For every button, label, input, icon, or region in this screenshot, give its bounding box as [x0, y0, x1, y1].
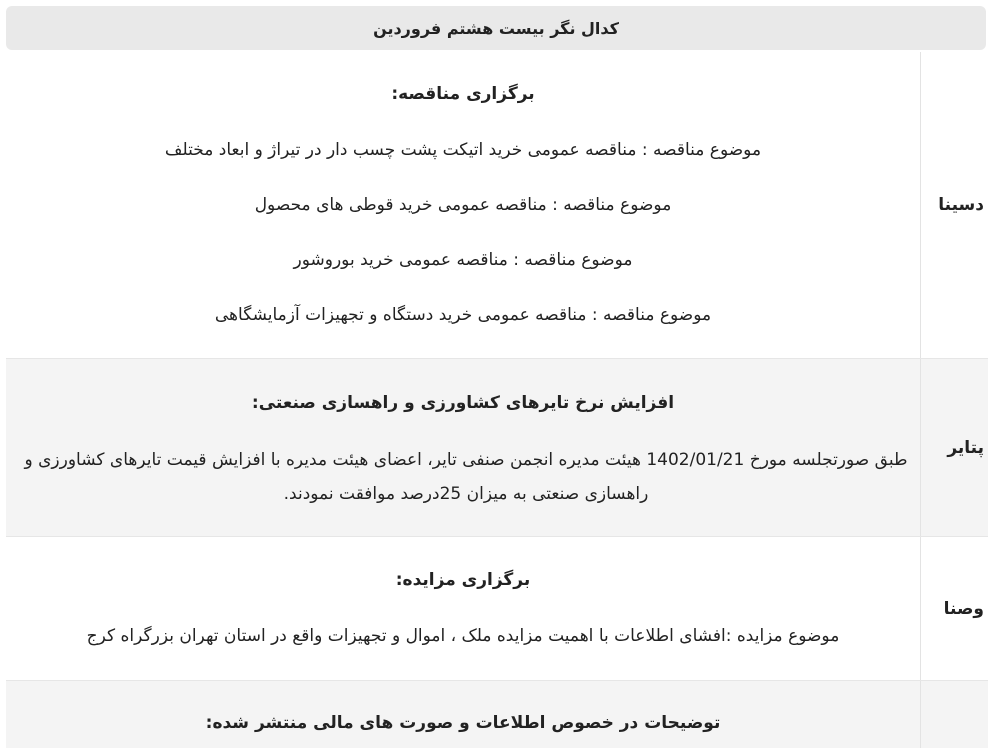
announcements-table: [6, 52, 988, 748]
announcement-content: [6, 537, 920, 680]
announcement-content: [6, 359, 920, 536]
announcement-heading: افزایش نرخ تایرهای کشاورزی و راهسازی صنعتی:: [251, 393, 675, 413]
table-row: [6, 359, 988, 537]
announcement-heading: برگزاری مناقصه:: [391, 84, 535, 104]
page-title-bar: [6, 6, 986, 50]
table-row: [6, 52, 988, 359]
table-row: [6, 681, 988, 748]
page-title: کدال نگر بیست هشتم فروردین: [373, 18, 619, 38]
company-symbol[interactable]: [920, 681, 988, 748]
company-symbol[interactable]: دسینا: [920, 52, 988, 358]
announcement-line: موضوع مزایده :افشای اطلاعات با اهمیت مزایده ملک ، اموال و تجهیزات واقع در استان تهران بزرگراه کرج: [86, 626, 840, 646]
announcement-heading: توضیحات در خصوص اطلاعات و صورت های مالی منتشر شده:: [205, 713, 721, 733]
announcement-line: موضوع مناقصه : مناقصه عمومی خرید اتیکت پشت چسب دار در تیراژ و ابعاد مختلف: [164, 140, 762, 160]
announcement-content: [6, 681, 920, 748]
announcement-heading: برگزاری مزایده:: [395, 570, 531, 590]
announcement-content: [6, 52, 920, 358]
announcement-line: موضوع مناقصه : مناقصه عمومی خرید دستگاه و تجهیزات آزمایشگاهی: [214, 305, 712, 325]
table-row: [6, 537, 988, 681]
announcement-line: موضوع مناقصه : مناقصه عمومی خرید بوروشور: [293, 250, 633, 270]
announcement-paragraph: طبق صورتجلسه مورخ 1402/01/21 هیئت مدیره انجمن صنفی تایر، اعضای هیئت مدیره با افزایش قیمت تایرهای کشاورزی و راهسازی صنعتی به میزان 25درصد موافقت نمودند.: [24, 450, 908, 504]
company-symbol[interactable]: پتایر: [920, 359, 988, 536]
announcement-line: موضوع مناقصه : مناقصه عمومی خرید قوطی های محصول: [254, 195, 672, 215]
company-symbol[interactable]: وصنا: [920, 537, 988, 680]
